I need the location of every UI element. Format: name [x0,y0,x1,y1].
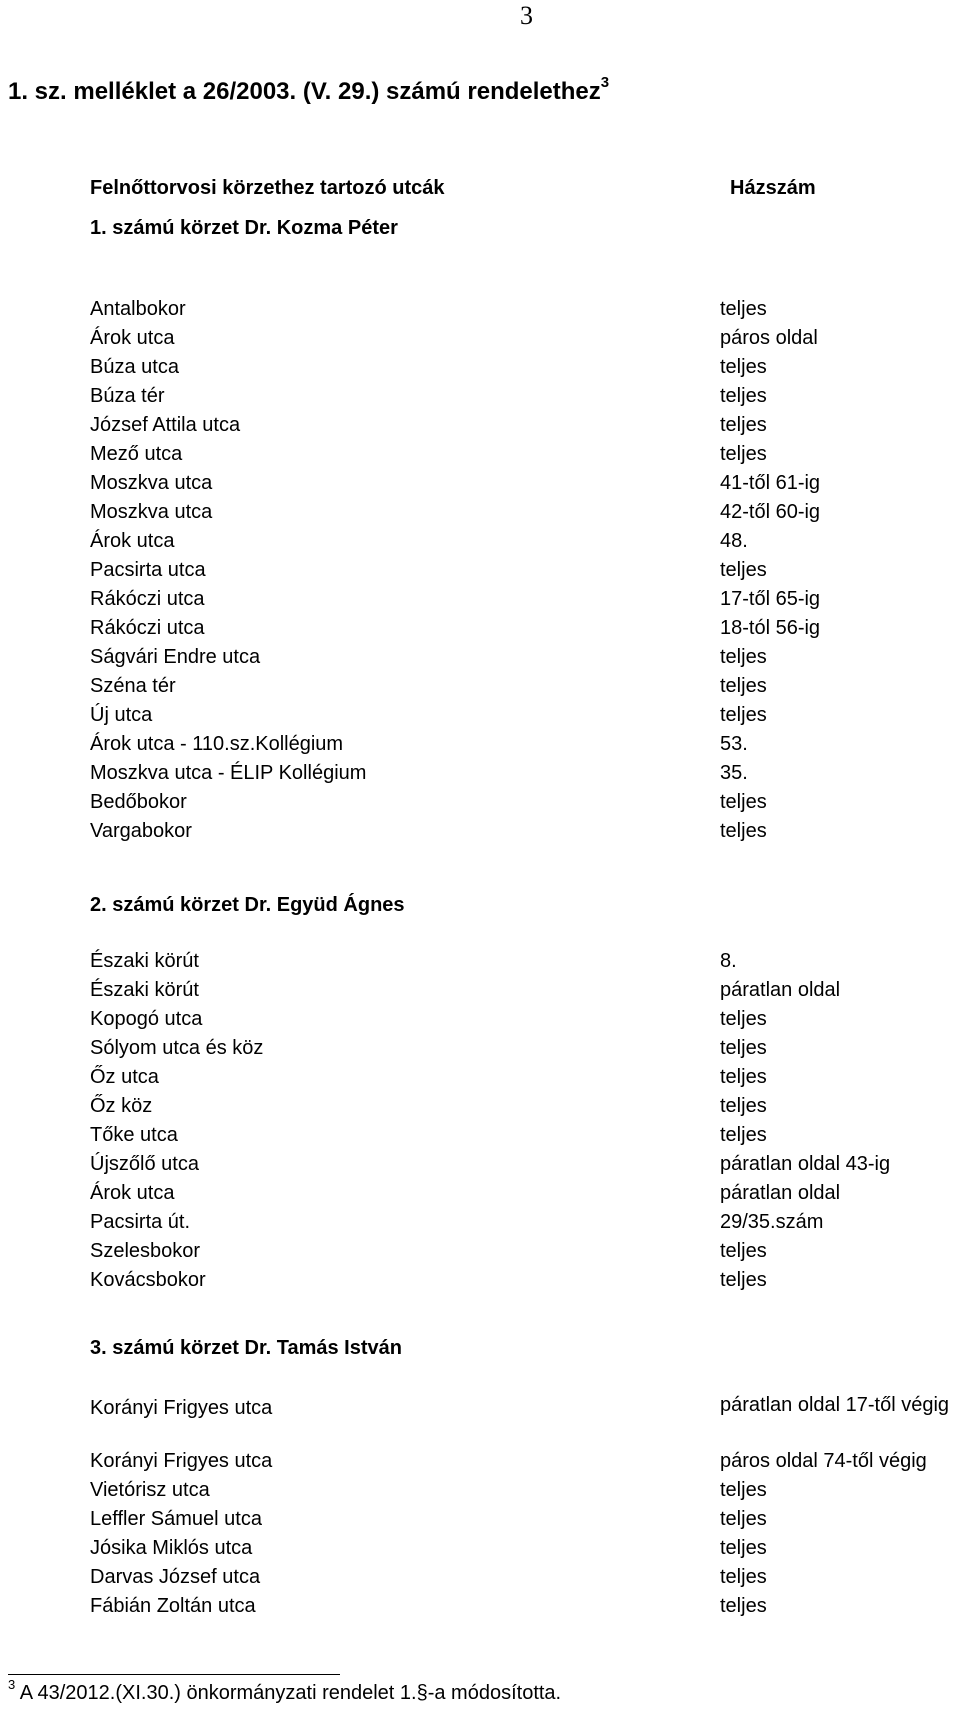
table-row [0,1091,960,1121]
house-number: páratlan oldal 43-ig [720,1153,891,1175]
district-title: 1. számú körzet Dr. Kozma Péter [90,217,398,239]
house-number: teljes [720,356,767,378]
street-name: Széna tér [90,675,176,697]
table-row [0,323,960,353]
street-name: Árok utca - 110.sz.Kollégium [90,733,344,755]
house-number: 17-től 65-ig [720,588,821,610]
street-name: Leffler Sámuel utca [90,1508,262,1530]
house-number: páros oldal 74-től végig [720,1450,927,1472]
table-row [0,410,960,440]
street-name: Ságvári Endre utca [90,646,261,668]
house-number: páratlan oldal [720,1182,841,1204]
house-number: teljes [720,1566,767,1588]
house-number: teljes [720,1008,767,1030]
house-number: teljes [720,414,767,436]
street-name: Moszkva utca [90,501,213,523]
house-number: 29/35.szám [720,1211,824,1233]
street-name: Szelesbokor [90,1240,201,1262]
table-row [0,1178,960,1208]
table-row [0,381,960,411]
table-row [0,671,960,701]
table-row [0,439,960,469]
house-number: teljes [720,1037,767,1059]
table-row [0,946,960,976]
house-number: teljes [720,1595,767,1617]
street-name: Árok utca [90,1182,175,1204]
house-number: teljes [720,791,767,813]
table-row [0,526,960,556]
street-name: Jósika Miklós utca [90,1537,253,1559]
table-row [0,816,960,846]
table-row [0,1533,960,1563]
house-number: teljes [720,646,767,668]
house-number: 42-től 60-ig [720,501,821,523]
house-number: teljes [720,704,767,726]
street-name: József Attila utca [90,414,241,436]
table-row [0,555,960,585]
table-row [0,1393,960,1423]
table-row [0,294,960,324]
street-name: Rákóczi utca [90,588,205,610]
street-name: Sólyom utca és köz [90,1037,264,1059]
street-name: Pacsirta utca [90,559,206,581]
table-row [0,758,960,788]
house-number: páratlan oldal 17-től végig [720,1394,950,1416]
footnote-text: A 43/2012.(XI.30.) önkormányzati rendelet 1.§-a módosította. [15,1682,562,1704]
table-row [0,1504,960,1534]
street-name: Rákóczi utca [90,617,205,639]
street-name: Darvas József utca [90,1566,261,1588]
table-row [0,468,960,498]
table-row [0,1033,960,1063]
table-row [0,1591,960,1621]
house-number: 18-tól 56-ig [720,617,821,639]
table-row [0,642,960,672]
column-header-streets: Felnőttorvosi körzethez tartozó utcák [90,177,445,199]
house-number: teljes [720,1095,767,1117]
street-name: Kovácsbokor [90,1269,206,1291]
table-row [0,975,960,1005]
table-row [0,1446,960,1476]
street-name: Mező utca [90,443,183,465]
table-row [0,1207,960,1237]
house-number: teljes [720,675,767,697]
title-footnote-ref[interactable]: 3 [600,74,610,91]
table-row [0,1475,960,1505]
house-number: teljes [720,559,767,581]
house-number: páratlan oldal [720,979,841,1001]
street-name: Moszkva utca - ÉLIP Kollégium [90,762,367,784]
table-row [0,1004,960,1034]
house-number: teljes [720,1240,767,1262]
street-name: Északi körút [90,950,199,972]
footnote-marker: 3 [8,1677,16,1692]
street-name: Árok utca [90,327,175,349]
street-name: Tőke utca [90,1124,178,1146]
house-number: teljes [720,1124,767,1146]
house-number: 8. [720,950,737,972]
table-row [0,729,960,759]
street-name: Kopogó utca [90,1008,203,1030]
house-number: 48. [720,530,748,552]
street-name: Újszőlő utca [90,1153,199,1175]
street-name: Búza utca [90,356,179,378]
house-number: teljes [720,1269,767,1291]
page-number: 3 [520,1,533,30]
table-row [0,1236,960,1266]
table-row [0,1265,960,1295]
house-number: teljes [720,443,767,465]
table-row [0,352,960,382]
table-row [0,1562,960,1592]
street-name: Vargabokor [90,820,192,842]
table-row [0,1149,960,1179]
table-row [0,1062,960,1092]
table-row [0,1120,960,1150]
street-name: Pacsirta út. [90,1211,191,1233]
street-name: Őz utca [90,1066,159,1088]
table-row [0,497,960,527]
street-name: Korányi Frigyes utca [90,1450,273,1472]
house-number: 35. [720,762,748,784]
street-name: Árok utca [90,530,175,552]
footnote-separator [8,1674,340,1675]
house-number: páros oldal [720,327,818,349]
house-number: teljes [720,1066,767,1088]
street-name: Bedőbokor [90,791,187,813]
street-name: Északi körút [90,979,199,1001]
house-number: 53. [720,733,748,755]
table-row [0,700,960,730]
house-number: teljes [720,1479,767,1501]
house-number: teljes [720,385,767,407]
district-title: 2. számú körzet Dr. Együd Ágnes [90,894,405,916]
house-number: teljes [720,1537,767,1559]
document-title [8,76,609,108]
table-row [0,787,960,817]
street-name: Vietórisz utca [90,1479,210,1501]
street-name: Búza tér [90,385,165,407]
document-title-text: 1. sz. melléklet a 26/2003. (V. 29.) számú rendelethez [8,78,601,105]
table-row [0,613,960,643]
house-number: teljes [720,1508,767,1530]
street-name: Moszkva utca [90,472,213,494]
house-number: 41-től 61-ig [720,472,821,494]
house-number: teljes [720,298,767,320]
street-name: Fábián Zoltán utca [90,1595,256,1617]
street-name: Korányi Frigyes utca [90,1397,273,1419]
district-title: 3. számú körzet Dr. Tamás István [90,1337,402,1359]
house-number: teljes [720,820,767,842]
street-name: Új utca [90,704,153,726]
street-name: Őz köz [90,1095,153,1117]
table-row [0,584,960,614]
column-header-house-number: Házszám [730,177,816,199]
footnote [8,1679,561,1707]
street-name: Antalbokor [90,298,186,320]
